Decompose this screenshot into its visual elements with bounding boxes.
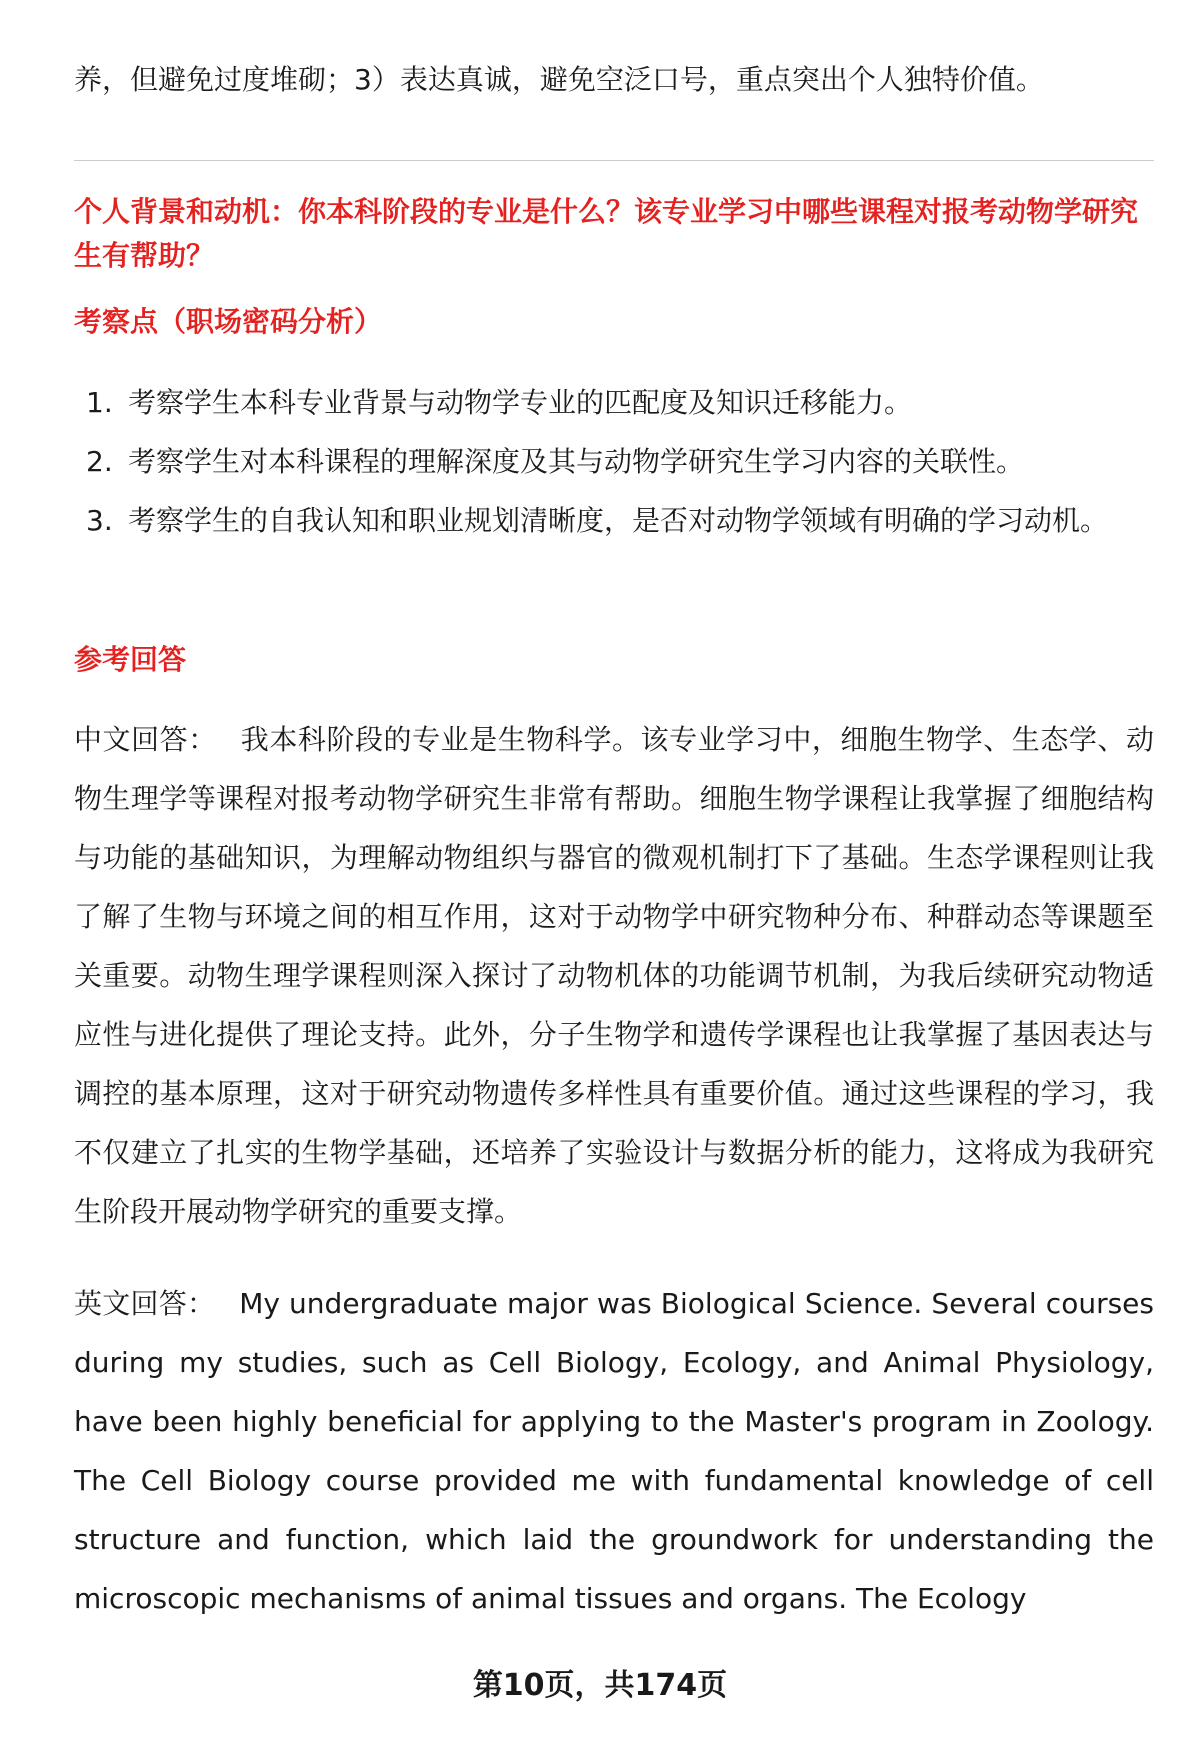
page-footer: 第10页，共174页 <box>472 1668 728 1703</box>
list-item: 1. 考察学生本科专业背景与动物学专业的匹配度及知识迁移能力。 <box>86 386 913 419</box>
chinese-answer-text: 我本科阶段的专业是生物科学。该专业学习中，细胞生物学、生态学、动物生理学等课程对报考动物学研究生非常有帮助。细胞生物学课程让我掌握了细胞结构与功能的基础知识，为理解动物组织与器官的微观机制打下了基础。生态学课程则让我了解了生物与环境之间的相互作用，这对于动物学中研究物种分布、种群动态等课题至关重要。动物生理学课程则深入探讨了动物机体的功能调节机制，为我后续研究动物适应性与进化提供了理论支持。此外，分子生物学和遗传学课程也让我掌握了基因表达与调控的基本原理，这对于研究动物遗传多样性具有重要价值。通过这些课程的学习，我不仅建立了扎实的生物学基础，还培养了实验设计与数据分析的能力，这将成为我研究生阶段开展动物学研究的重要支撑。 <box>74 723 1154 1228</box>
english-answer <box>74 1274 1154 1628</box>
chinese-answer <box>74 710 1154 1241</box>
focus-heading: 考察点（职场密码分析） <box>74 305 383 338</box>
list-item: 2. 考察学生对本科课程的理解深度及其与动物学研究生学习内容的关联性。 <box>86 445 1025 478</box>
top-text-line: 养，但避免过度堆砌；3）表达真诚，避免空泛口号，重点突出个人独特价值。 <box>74 63 1044 96</box>
english-answer-label: 英文回答： <box>74 1287 216 1320</box>
chinese-answer-label: 中文回答： <box>74 723 217 756</box>
english-answer-text: My undergraduate major was Biological Science. Several courses during my studies, such as Cell Biology, Ecology, and Animal Physiology, have been highly beneficial for applying to the Master's program in Zoology. The Cell Biology course provided me with fundamental knowledge of cell structure and function, which laid the groundwork for understanding the microscopic mechanisms of animal tissues and organs. The Ecology <box>74 1287 1154 1615</box>
list-item: 3. 考察学生的自我认知和职业规划清晰度，是否对动物学领域有明确的学习动机。 <box>86 504 1109 537</box>
section-divider <box>74 160 1154 161</box>
answer-heading: 参考回答 <box>74 643 187 676</box>
focus-list <box>74 373 1154 550</box>
question-title: 个人背景和动机：你本科阶段的专业是什么？该专业学习中哪些课程对报考动物学研究生有帮助？ <box>74 195 1139 272</box>
